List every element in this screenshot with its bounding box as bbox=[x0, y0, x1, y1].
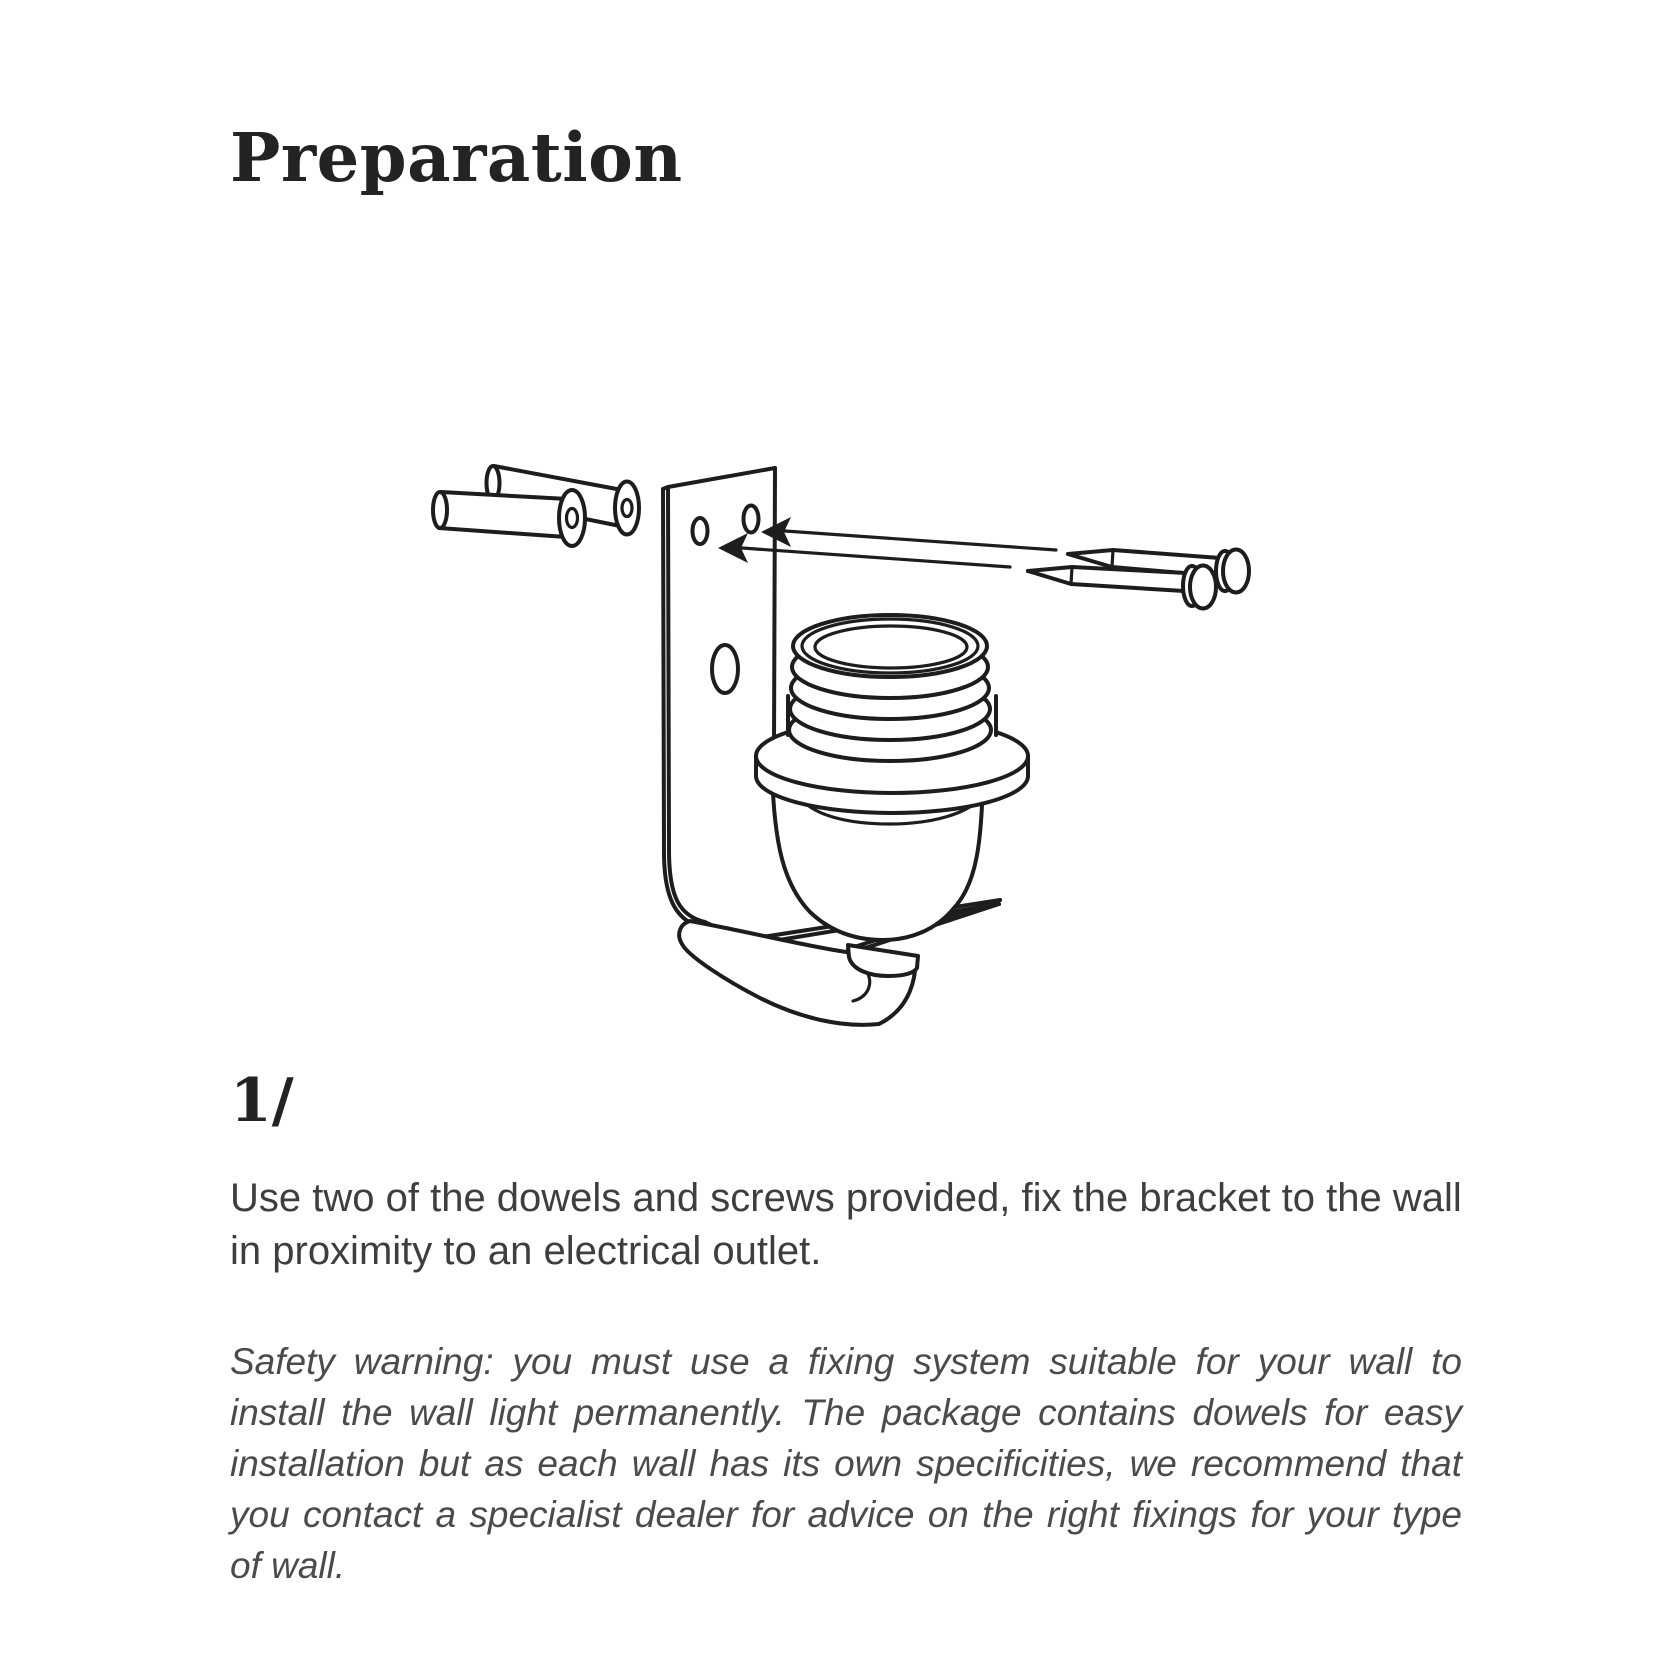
wall-dowel-front bbox=[433, 490, 585, 546]
cable-gland bbox=[848, 945, 918, 976]
safety-warning-note: Safety warning: you must use a fixing system suitable for your wall to install the wall light permanently. The package contains dowels for easy installation but as each wall has its own specificities, we recommend that you contact a specialist dealer for advice on the right fixings for your type of wall. bbox=[230, 1341, 1462, 1586]
lamp-socket-thread bbox=[789, 615, 991, 761]
assembly-diagram bbox=[380, 400, 1280, 1040]
step-instruction: Use two of the dowels and screws provided, fix the bracket to the wall in proximity to an electrical outlet. bbox=[230, 1176, 1462, 1273]
mounting-screw-lower bbox=[1028, 566, 1216, 609]
step-number: 1/ bbox=[230, 1066, 294, 1136]
page-title: Preparation bbox=[230, 118, 683, 197]
insert-arrow-upper bbox=[761, 517, 1056, 550]
